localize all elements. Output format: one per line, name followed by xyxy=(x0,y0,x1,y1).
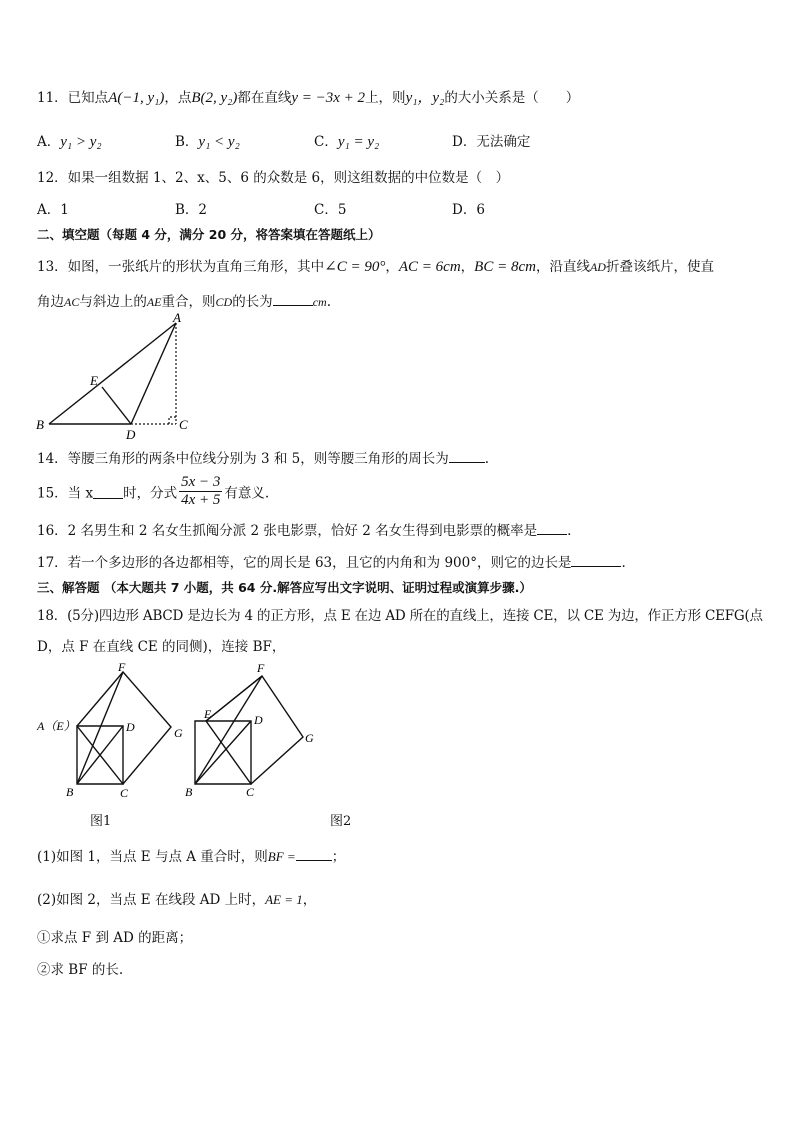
segment-ed xyxy=(102,387,131,424)
option-text: y₁ = y₂ xyxy=(337,134,380,150)
q11-option-c xyxy=(314,130,379,151)
q13-ae: AE xyxy=(146,295,162,309)
q18-sub1-text: (1)如图 1，当点 E 与点 A 重合时，则 xyxy=(37,849,268,865)
q15-text: 时，分式 xyxy=(123,485,178,502)
fraction-numerator: 5x − 3 xyxy=(181,474,221,490)
q13-unit: cm xyxy=(312,295,327,309)
q11-text-d: 上，则 xyxy=(365,90,406,106)
q13-ac: AC = 6cm xyxy=(398,259,461,275)
option-label: B． xyxy=(175,134,199,150)
q18-sub2-text: (2)如图 2，当点 E 在线段 AD 上时， xyxy=(37,892,266,908)
q11-text-c: 都在直线 xyxy=(237,90,292,106)
q11-line-equation: y = −3x + 2 xyxy=(291,90,366,106)
q18-sub-1 xyxy=(37,845,345,865)
square-cefg xyxy=(206,676,303,784)
q17-stem xyxy=(37,551,626,571)
q12-stem: 12．如果一组数据 1、2、x、5、6 的众数是 6，则这组数据的中位数是（ ） xyxy=(37,170,510,186)
q13-line-2 xyxy=(37,290,331,310)
q13-line-1 xyxy=(37,255,714,276)
q18-sub2-end: ， xyxy=(302,892,317,908)
q13-text: 的长为 xyxy=(232,294,273,310)
q18-sub1-end: ； xyxy=(331,849,346,865)
q11-option-d xyxy=(452,130,530,150)
vertex-c: C xyxy=(179,417,188,432)
answer-blank[interactable] xyxy=(537,521,567,535)
option-text: y₁ > y₂ xyxy=(60,134,102,150)
q14-end: . xyxy=(484,451,490,467)
q13-triangle-figure xyxy=(30,312,200,442)
q14-stem xyxy=(37,447,489,467)
answer-blank[interactable] xyxy=(273,292,313,306)
q13-text: 角边 xyxy=(37,294,64,310)
option-label: B． xyxy=(175,202,199,218)
q13-angle: ∠C = 90° xyxy=(324,259,386,275)
q11-vars: y₁，y₂ xyxy=(405,90,445,106)
q15-stem xyxy=(37,474,269,509)
q18-figure-1 xyxy=(34,660,194,805)
section-2-heading: 二、填空题（每题 4 分，满分 20 分，将答案填在答题纸上） xyxy=(37,227,381,242)
vertex-a: A xyxy=(173,312,181,325)
q11-stem xyxy=(37,86,579,107)
q13-ac: AC xyxy=(64,295,80,309)
q17-end: . xyxy=(621,555,626,571)
q13-cd: CD xyxy=(215,295,233,309)
q13-text: 与斜边上的 xyxy=(79,294,147,310)
q12-option-b xyxy=(175,198,207,218)
q13-sep: ， xyxy=(460,259,475,275)
vertex-e: E xyxy=(90,373,98,388)
q13-ad: AD xyxy=(589,260,606,274)
q13-text: . xyxy=(326,294,331,310)
vertex-b: B xyxy=(185,785,193,799)
option-label: A． xyxy=(37,202,61,218)
q11-option-a xyxy=(37,130,102,151)
q11-point-a: A(−1, y₁) xyxy=(108,90,165,106)
vertex-f: F xyxy=(118,660,126,674)
answer-blank[interactable] xyxy=(296,847,332,861)
option-label: C． xyxy=(314,134,338,150)
q11-text-a: 11．已知点 xyxy=(37,90,109,106)
q18-ae: AE = 1 xyxy=(265,892,303,907)
segment-ab xyxy=(49,323,176,424)
q16-stem xyxy=(37,519,571,539)
q14-text: 14．等腰三角形的两条中位线分别为 3 和 5，则等腰三角形的周长为 xyxy=(37,451,449,467)
q11-option-b xyxy=(175,130,240,151)
q13-sep: ， xyxy=(385,259,399,275)
vertex-f: F xyxy=(257,661,265,675)
q18-bf: BF = xyxy=(267,849,296,864)
vertex-d: D xyxy=(126,427,136,442)
option-label: D． xyxy=(452,134,477,150)
vertex-g: G xyxy=(174,726,183,740)
segment-bf xyxy=(77,672,123,784)
vertex-b: B xyxy=(66,785,74,799)
q11-text-b: ，点 xyxy=(164,90,192,106)
option-label: C． xyxy=(314,202,338,218)
vertex-c: C xyxy=(120,786,129,800)
q12-option-c xyxy=(314,198,346,218)
vertex-g: G xyxy=(305,731,314,745)
vertex-c: C xyxy=(246,785,255,799)
segment-bf xyxy=(195,676,262,784)
q18-part-2: ②求 BF 的长. xyxy=(37,962,124,978)
q17-text: 17．若一个多边形的各边都相等，它的周长是 63，且它的内角和为 900°，则它的边长是 xyxy=(37,555,572,571)
answer-blank[interactable] xyxy=(571,553,621,567)
q18-line-2: D，点 F 在直线 CE 的同侧)，连接 BF， xyxy=(37,639,286,655)
right-angle-mark xyxy=(169,417,176,424)
option-text: 5 xyxy=(337,202,347,218)
option-text: 1 xyxy=(60,202,69,218)
vertex-b: B xyxy=(36,417,44,432)
vertex-d: D xyxy=(126,720,135,734)
q11-text-e: 的大小关系是（ ） xyxy=(444,90,580,106)
option-text: 2 xyxy=(198,202,208,218)
option-label: A． xyxy=(37,134,61,150)
figure-2-caption: 图2 xyxy=(330,814,352,829)
q16-end: . xyxy=(567,523,572,539)
q13-text: 重合，则 xyxy=(161,294,216,310)
q13-text: ，沿直线 xyxy=(535,259,590,275)
fraction-denominator: 4x + 5 xyxy=(181,492,221,508)
q15-text: 有意义. xyxy=(224,485,270,502)
q13-bc: BC = 8cm xyxy=(474,259,536,275)
q13-text: 折叠该纸片，使直 xyxy=(605,259,714,275)
q18-part-1: ①求点 F 到 AD 的距离； xyxy=(37,930,193,946)
q16-text: 16．2 名男生和 2 名女生抓阄分派 2 张电影票，恰好 2 名女生得到电影票的概率是 xyxy=(37,523,538,539)
q15-fraction xyxy=(179,474,222,509)
segment-ad xyxy=(131,323,176,424)
segment-bd xyxy=(195,721,251,784)
figure-1-caption: 图1 xyxy=(90,814,112,829)
section-3-heading: 三、解答题 （本大题共 7 小题，共 64 分.解答应写出文字说明、证明过程或演算步骤.） xyxy=(37,580,532,595)
q18-sub-2 xyxy=(37,888,316,908)
answer-blank[interactable] xyxy=(93,485,123,499)
option-text: 6 xyxy=(476,202,485,218)
q18-line-1: 18．(5分)四边形 ABCD 是边长为 4 的正方形，点 E 在边 AD 所在的直线上，连接 CE，以 CE 为边，作正方形 CEFG(点 xyxy=(37,608,763,624)
option-text: 无法确定 xyxy=(476,134,531,150)
answer-blank[interactable] xyxy=(449,449,485,463)
vertex-e: E xyxy=(204,707,212,721)
label-a-e: A（E） xyxy=(37,719,76,733)
option-label: D． xyxy=(452,202,477,218)
q15-text: 15．当 x xyxy=(37,485,94,502)
q11-point-b: B(2, y₂) xyxy=(191,90,238,106)
q13-text: 13．如图，一张纸片的形状为直角三角形，其中 xyxy=(37,259,325,275)
q18-figure-2 xyxy=(180,660,330,805)
option-text: y₁ < y₂ xyxy=(198,134,240,150)
vertex-d: D xyxy=(254,713,263,727)
q12-option-a xyxy=(37,198,69,218)
q12-option-d xyxy=(452,198,485,218)
